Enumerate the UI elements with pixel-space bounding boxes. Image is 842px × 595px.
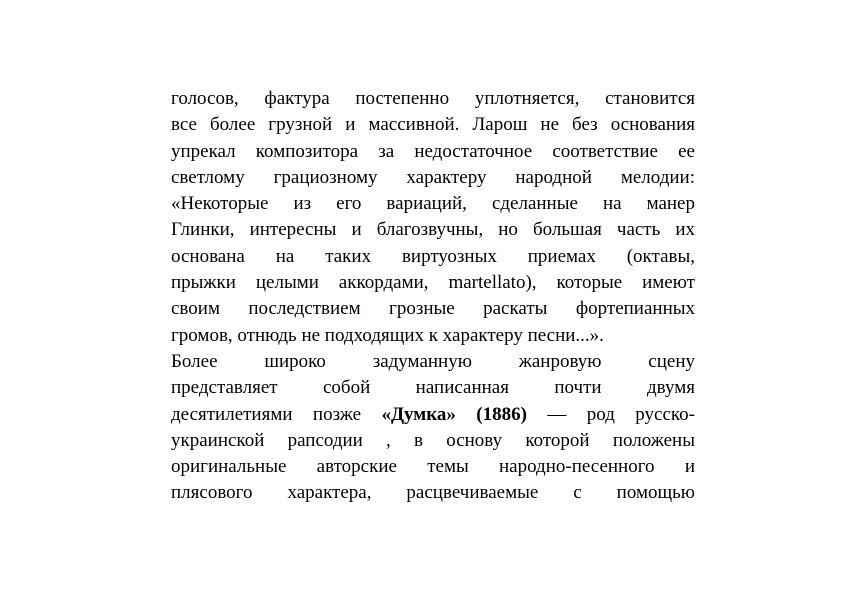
text-line: плясового характера, расцвечиваемые с помощью bbox=[171, 482, 695, 504]
text-line: светлому грациозному характеру народной мелодии: bbox=[171, 166, 695, 188]
text-line: Более широко задуманную жанровую сцену bbox=[171, 350, 695, 372]
text-fragment: десятилетиями позже bbox=[171, 403, 382, 425]
text-line: оригинальные авторские темы народно-песенного и bbox=[171, 456, 695, 478]
text-line: все более грузной и массивной. Ларош не без основания bbox=[171, 114, 695, 136]
text-fragment: — род русско- bbox=[526, 403, 695, 425]
text-line: прыжки целыми аккордами, martellato), которые имеют bbox=[171, 272, 695, 294]
work-title: «Думка» (1886) bbox=[381, 403, 527, 425]
text-line: представляет собой написанная почти двумя bbox=[171, 377, 695, 399]
text-line: громов, отнюдь не подходящих к характеру песни...». bbox=[171, 324, 604, 346]
text-line: «Некоторые из его вариаций, сделанные на манер bbox=[171, 193, 695, 215]
text-line: украинской рапсодии , в основу которой положены bbox=[171, 429, 695, 451]
text-line: основана на таких виртуозных приемах (октавы, bbox=[171, 245, 695, 267]
text-line: Глинки, интересны и благозвучны, но большая часть их bbox=[171, 219, 695, 241]
text-line: своим последствием грозные раскаты фортепианных bbox=[171, 298, 695, 320]
text-line: упрекал композитора за недостаточное соответствие ее bbox=[171, 140, 695, 162]
text-line-with-title bbox=[171, 402, 695, 428]
text-line: голосов, фактура постепенно уплотняется, становится bbox=[171, 88, 695, 109]
body-text bbox=[171, 86, 695, 507]
